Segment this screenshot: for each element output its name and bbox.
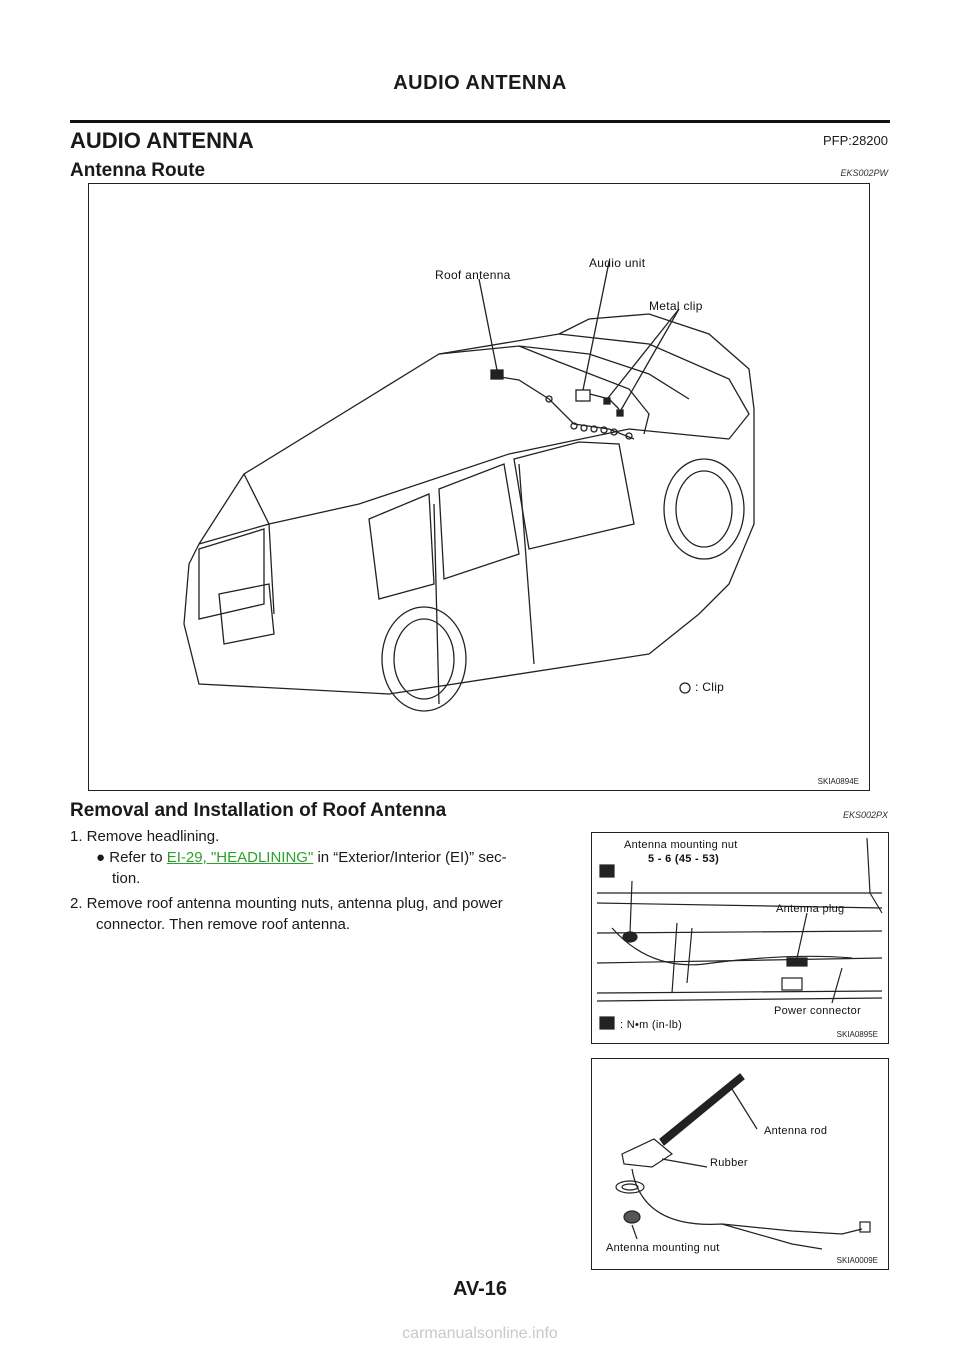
label-rubber: Rubber	[710, 1157, 748, 1169]
mounting-figure	[591, 832, 889, 1044]
removal-steps	[70, 826, 580, 935]
antenna-parts-figure	[591, 1058, 889, 1270]
antenna-route-heading: Antenna Route	[70, 160, 206, 181]
bullet-suffix: in “Exterior/Interior (EI)” sec-	[317, 849, 507, 866]
watermark: carmanualsonline.info	[402, 1325, 558, 1342]
antenna-route-figure	[88, 183, 870, 791]
label-antenna-mounting-nut: Antenna mounting nut	[606, 1242, 720, 1254]
removal-heading: Removal and Installation of Roof Antenna	[70, 800, 447, 821]
label-metal-clip: Metal clip	[649, 299, 703, 313]
page-number: AV-16	[452, 1278, 508, 1300]
bullet-suffix-cont: tion.	[112, 870, 141, 887]
label-unit-legend: : N•m (in-lb)	[620, 1019, 683, 1031]
label-antenna-rod: Antenna rod	[764, 1125, 828, 1137]
figure3-code: SKIA0009E	[836, 1256, 878, 1265]
headlining-link[interactable]: EI-29, "HEADLINING"	[166, 849, 314, 866]
step-1: 1. Remove headlining.	[70, 828, 220, 845]
removal-code: EKS002PX	[842, 810, 888, 820]
label-mounting-nut: Antenna mounting nut	[624, 839, 738, 851]
figure-code: SKIA0894E	[817, 777, 859, 786]
label-roof-antenna: Roof antenna	[435, 268, 511, 282]
step-1-bullet	[70, 847, 580, 868]
label-torque: 5 - 6 (45 - 53)	[648, 853, 720, 865]
header-rule	[70, 120, 890, 123]
label-audio-unit: Audio unit	[589, 256, 646, 270]
label-antenna-plug: Antenna plug	[776, 903, 845, 915]
label-clip-legend: : Clip	[695, 680, 725, 694]
section-title: AUDIO ANTENNA	[70, 128, 254, 153]
pfp-code: PFP:28200	[822, 133, 888, 148]
antenna-route-code: EKS002PW	[840, 168, 888, 178]
step-2-line2: connector. Then remove roof antenna.	[96, 916, 351, 933]
label-power-connector: Power connector	[774, 1005, 862, 1017]
figure2-code: SKIA0895E	[836, 1030, 878, 1039]
bullet-prefix: Refer to	[109, 849, 163, 866]
page-header-title: AUDIO ANTENNA	[393, 72, 567, 94]
bullet-icon: ●	[96, 849, 106, 866]
step-2-line1: 2. Remove roof antenna mounting nuts, antenna plug, and power	[70, 895, 503, 912]
